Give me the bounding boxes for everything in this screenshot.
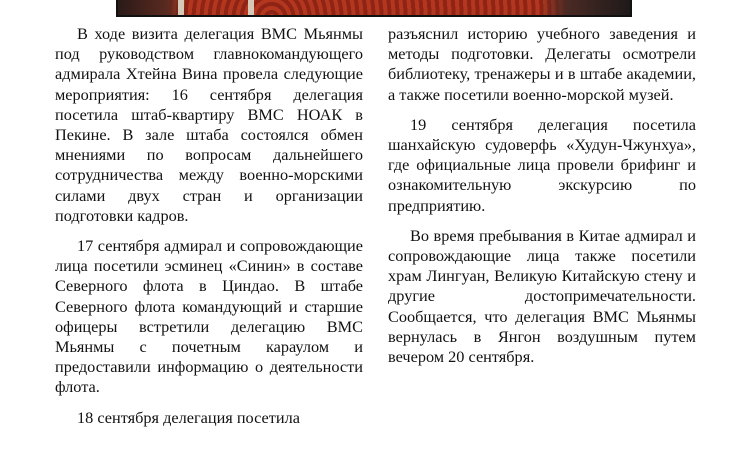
photo-detail — [178, 0, 184, 15]
photo-shadow-right — [540, 0, 630, 15]
article-column-left — [55, 24, 363, 438]
paragraph-academy-continued: разъяснил историю учебного заведения и методы подготовки. Делегаты осмотрели библиотеку, тренажеры и в штабе академии, а также посетили военно-морской музей. — [388, 24, 696, 104]
paragraph-visit-overview: В ходе визита делегация ВМС Мьянмы под руководством главнокомандующего адмирала Хтейна Вина провела следующие мероприятия: 16 сентября делегация посетила штаб-квартиру ВМС НОАК в Пекине. В зале штаба состоялся обмен мнениями по вопросам дальнейшего сотрудничества между военно-морскими силами двух стран и организации подготовки кадров. — [55, 24, 363, 225]
paragraph-sept-17: 17 сентября адмирал и сопровождающие лица посетили эсминец «Синин» в составе Северного флота в Циндао. В штабе Северного флота командующий и старшие офицеры встретили делегацию ВМС Мьянмы с почетным караулом и предоставили информацию о деятельности флота. — [55, 236, 363, 397]
paragraph-return: Во время пребывания в Китае адмирал и сопровождающие лица также посетили храм Лингуан, Великую Китайскую стену и другие достопримечательности. Сообщается, что делегация ВМС Мьянмы вернулась в Янгон воздушным путем вечером 20 сентября. — [388, 225, 696, 367]
article-photo — [116, 0, 632, 17]
photo-detail — [248, 0, 254, 15]
article-column-right — [388, 24, 696, 377]
paragraph-sept-18: 18 сентября делегация посетила — [77, 407, 300, 427]
paragraph-sept-19: 19 сентября делегация посетила шанхайскую судоверфь «Худун-Чжунхуа», где официальные лица провели брифинг и ознакомительную экскурсию по предприятию. — [388, 114, 696, 215]
